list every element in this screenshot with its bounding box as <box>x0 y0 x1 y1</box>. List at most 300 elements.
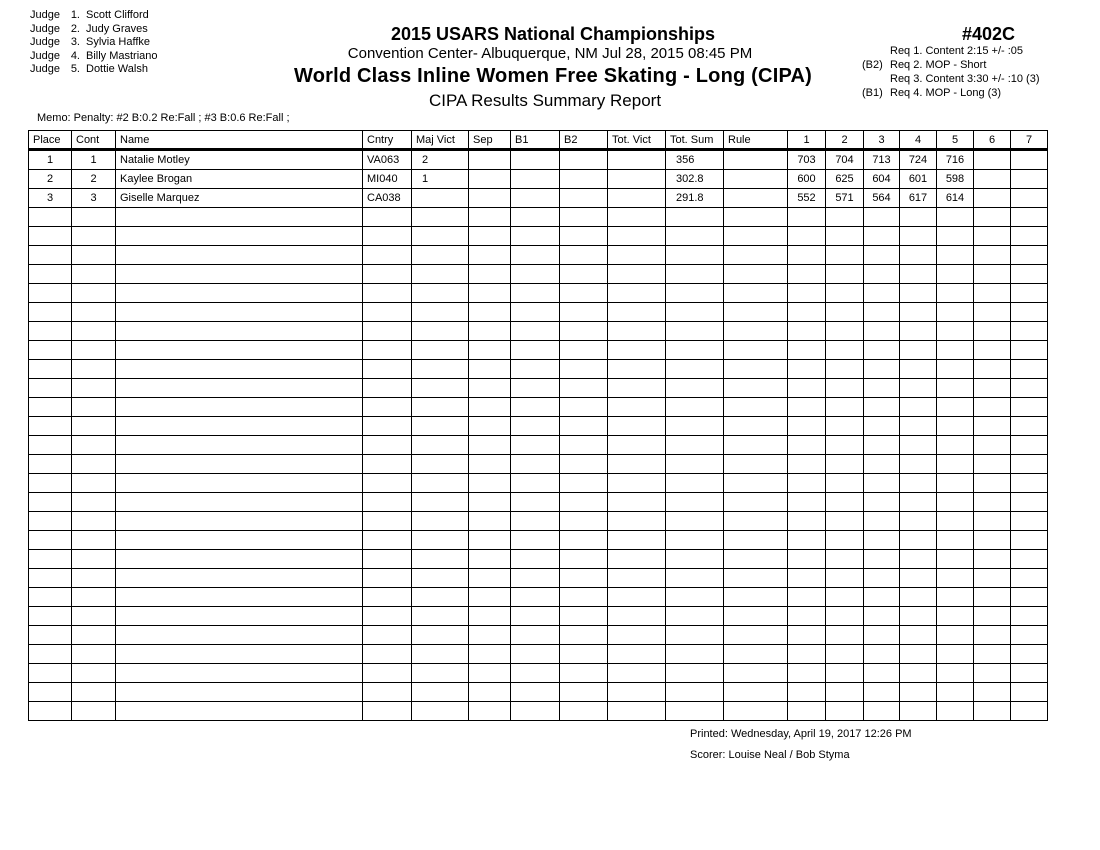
table-cell <box>724 664 788 683</box>
table-cell <box>666 702 724 721</box>
table-cell: 564 <box>864 189 900 208</box>
table-cell <box>363 303 412 322</box>
column-header: Name <box>116 131 363 150</box>
table-cell <box>1011 569 1048 588</box>
table-cell <box>666 607 724 626</box>
table-cell: MI040 <box>363 170 412 189</box>
table-cell <box>560 398 608 417</box>
empty-table-row <box>29 550 1048 569</box>
table-cell <box>724 645 788 664</box>
table-row <box>29 170 1048 189</box>
table-cell <box>560 645 608 664</box>
table-cell <box>724 284 788 303</box>
table-cell <box>29 284 72 303</box>
judge-name: Dottie Walsh <box>86 63 148 76</box>
table-cell <box>469 493 511 512</box>
table-cell <box>412 531 469 550</box>
column-header: Rule <box>724 131 788 150</box>
table-cell <box>666 645 724 664</box>
table-cell <box>608 398 666 417</box>
table-cell <box>974 645 1011 664</box>
table-cell <box>608 189 666 208</box>
table-cell <box>363 208 412 227</box>
table-cell <box>469 303 511 322</box>
table-cell <box>1011 398 1048 417</box>
table-cell <box>826 569 864 588</box>
table-cell <box>1011 150 1048 170</box>
table-cell <box>900 227 937 246</box>
table-cell <box>900 417 937 436</box>
table-cell <box>560 208 608 227</box>
table-cell <box>412 455 469 474</box>
table-cell <box>864 265 900 284</box>
table-cell <box>511 626 560 645</box>
table-cell <box>937 474 974 493</box>
table-cell <box>900 664 937 683</box>
table-cell <box>724 303 788 322</box>
table-cell <box>72 341 116 360</box>
table-cell <box>788 607 826 626</box>
table-cell <box>788 455 826 474</box>
table-cell <box>666 626 724 645</box>
table-cell <box>900 683 937 702</box>
table-cell <box>116 550 363 569</box>
table-cell <box>724 417 788 436</box>
table-cell <box>1011 417 1048 436</box>
table-cell <box>788 702 826 721</box>
judge-row <box>30 36 158 50</box>
table-cell <box>900 303 937 322</box>
table-cell: 2 <box>29 170 72 189</box>
table-cell <box>864 227 900 246</box>
judge-number: 1. <box>70 9 80 21</box>
table-cell <box>116 512 363 531</box>
table-cell <box>469 512 511 531</box>
table-cell <box>511 531 560 550</box>
table-cell <box>937 417 974 436</box>
table-cell <box>560 607 608 626</box>
empty-table-row <box>29 664 1048 683</box>
requirement-prefix: (B2) <box>862 59 883 71</box>
table-cell: 1 <box>29 150 72 170</box>
report-title: CIPA Results Summary Report <box>428 91 662 110</box>
table-cell <box>363 436 412 455</box>
table-cell <box>974 569 1011 588</box>
table-cell <box>469 531 511 550</box>
empty-table-row <box>29 455 1048 474</box>
table-cell: 601 <box>900 170 937 189</box>
table-cell <box>826 265 864 284</box>
table-cell <box>412 284 469 303</box>
table-cell <box>469 341 511 360</box>
table-cell <box>864 474 900 493</box>
table-cell <box>511 683 560 702</box>
table-cell <box>864 341 900 360</box>
table-cell <box>900 322 937 341</box>
table-cell: Kaylee Brogan <box>116 170 363 189</box>
table-cell <box>72 246 116 265</box>
table-cell <box>116 531 363 550</box>
table-cell <box>560 303 608 322</box>
table-cell <box>560 626 608 645</box>
table-cell <box>974 341 1011 360</box>
table-cell <box>724 189 788 208</box>
event-number: #402C <box>962 24 1016 44</box>
table-cell <box>900 531 937 550</box>
table-cell <box>608 588 666 607</box>
table-cell <box>608 569 666 588</box>
table-cell <box>511 398 560 417</box>
table-cell <box>826 341 864 360</box>
empty-table-row <box>29 588 1048 607</box>
table-cell <box>116 702 363 721</box>
table-cell <box>974 683 1011 702</box>
table-cell <box>608 664 666 683</box>
table-cell <box>363 474 412 493</box>
table-cell <box>608 493 666 512</box>
table-cell <box>826 664 864 683</box>
table-cell <box>363 398 412 417</box>
table-cell <box>937 550 974 569</box>
judge-label: Judge <box>30 9 60 21</box>
empty-table-row <box>29 626 1048 645</box>
table-cell <box>560 683 608 702</box>
table-cell <box>412 493 469 512</box>
table-cell <box>864 208 900 227</box>
table-cell <box>724 341 788 360</box>
table-cell <box>937 683 974 702</box>
table-cell <box>469 474 511 493</box>
table-cell <box>666 322 724 341</box>
table-cell <box>363 664 412 683</box>
table-cell <box>412 341 469 360</box>
table-cell <box>1011 341 1048 360</box>
table-cell <box>937 227 974 246</box>
table-cell <box>1011 284 1048 303</box>
table-cell: 552 <box>788 189 826 208</box>
table-cell <box>937 379 974 398</box>
table-cell <box>412 683 469 702</box>
table-cell <box>1011 379 1048 398</box>
requirement-text: Req 2. MOP - Short <box>890 59 987 71</box>
table-cell <box>363 645 412 664</box>
table-cell <box>511 702 560 721</box>
table-cell <box>937 455 974 474</box>
table-cell <box>116 322 363 341</box>
table-cell <box>560 512 608 531</box>
table-cell <box>511 664 560 683</box>
table-cell <box>724 227 788 246</box>
table-cell <box>826 550 864 569</box>
requirement-row <box>862 72 1040 86</box>
table-cell <box>116 208 363 227</box>
table-cell <box>469 683 511 702</box>
table-cell <box>864 436 900 455</box>
table-cell <box>469 150 511 170</box>
table-cell <box>826 322 864 341</box>
table-cell <box>560 417 608 436</box>
table-cell <box>560 265 608 284</box>
table-cell <box>469 246 511 265</box>
table-cell <box>788 550 826 569</box>
table-cell: 704 <box>826 150 864 170</box>
table-cell <box>666 550 724 569</box>
table-cell <box>363 588 412 607</box>
table-cell <box>1011 455 1048 474</box>
table-cell <box>974 360 1011 379</box>
table-cell <box>826 531 864 550</box>
table-cell <box>412 436 469 455</box>
table-cell <box>666 227 724 246</box>
empty-table-row <box>29 322 1048 341</box>
table-cell <box>116 683 363 702</box>
table-cell <box>900 474 937 493</box>
requirement-row <box>862 44 1040 58</box>
table-cell <box>864 303 900 322</box>
table-cell <box>469 265 511 284</box>
table-cell <box>666 683 724 702</box>
column-header: Place <box>29 131 72 150</box>
table-cell <box>724 531 788 550</box>
table-cell <box>116 455 363 474</box>
table-cell <box>511 436 560 455</box>
table-cell <box>412 379 469 398</box>
table-cell <box>826 626 864 645</box>
table-cell <box>29 341 72 360</box>
empty-table-row <box>29 227 1048 246</box>
table-cell <box>900 341 937 360</box>
table-cell <box>974 493 1011 512</box>
table-cell <box>666 246 724 265</box>
table-cell <box>826 702 864 721</box>
judge-name: Billy Mastriano <box>86 49 158 62</box>
table-cell <box>29 246 72 265</box>
table-cell <box>864 322 900 341</box>
table-cell <box>666 417 724 436</box>
table-cell <box>974 246 1011 265</box>
table-cell <box>608 246 666 265</box>
table-cell <box>900 702 937 721</box>
table-cell <box>608 284 666 303</box>
table-cell: 617 <box>900 189 937 208</box>
table-cell <box>826 360 864 379</box>
table-cell <box>412 360 469 379</box>
table-cell <box>511 170 560 189</box>
table-cell <box>608 512 666 531</box>
table-cell <box>412 303 469 322</box>
table-cell <box>666 265 724 284</box>
table-cell <box>608 379 666 398</box>
table-cell <box>72 398 116 417</box>
table-cell <box>974 227 1011 246</box>
table-cell: CA038 <box>363 189 412 208</box>
table-cell <box>864 626 900 645</box>
table-cell <box>864 493 900 512</box>
table-cell: 604 <box>864 170 900 189</box>
table-cell <box>1011 626 1048 645</box>
table-cell <box>511 550 560 569</box>
table-cell <box>469 664 511 683</box>
requirement-row <box>862 58 1040 72</box>
table-cell <box>412 474 469 493</box>
table-cell <box>511 322 560 341</box>
judge-label: Judge <box>30 22 60 35</box>
table-cell <box>469 626 511 645</box>
table-cell <box>1011 322 1048 341</box>
table-cell <box>1011 702 1048 721</box>
table-cell <box>826 246 864 265</box>
table-cell <box>937 284 974 303</box>
table-cell <box>788 512 826 531</box>
table-cell <box>1011 683 1048 702</box>
empty-table-row <box>29 645 1048 664</box>
column-header: B2 <box>560 131 608 150</box>
judge-label: Judge <box>30 36 60 49</box>
table-cell <box>937 208 974 227</box>
table-cell <box>974 150 1011 170</box>
table-cell <box>974 303 1011 322</box>
table-cell <box>469 208 511 227</box>
table-cell <box>363 341 412 360</box>
table-cell <box>666 569 724 588</box>
scorer-names: Scorer: Louise Neal / Bob Styma <box>690 749 850 761</box>
table-cell <box>1011 531 1048 550</box>
table-cell: 625 <box>826 170 864 189</box>
table-cell <box>900 569 937 588</box>
column-header: Maj Vict <box>412 131 469 150</box>
table-cell <box>363 379 412 398</box>
table-cell <box>511 303 560 322</box>
table-cell <box>608 265 666 284</box>
table-cell <box>788 360 826 379</box>
table-cell <box>72 493 116 512</box>
table-cell <box>363 607 412 626</box>
table-cell <box>974 664 1011 683</box>
table-cell <box>826 512 864 531</box>
table-cell <box>724 436 788 455</box>
table-cell <box>511 284 560 303</box>
table-cell <box>666 341 724 360</box>
table-cell <box>788 569 826 588</box>
table-cell <box>511 607 560 626</box>
table-cell <box>608 341 666 360</box>
requirement-row <box>862 86 1040 100</box>
table-cell <box>608 455 666 474</box>
table-cell <box>72 379 116 398</box>
table-cell <box>511 360 560 379</box>
table-cell <box>412 550 469 569</box>
table-cell <box>788 664 826 683</box>
table-cell <box>72 569 116 588</box>
table-cell <box>724 246 788 265</box>
table-cell <box>788 379 826 398</box>
table-cell: 2 <box>412 150 469 170</box>
table-cell <box>826 455 864 474</box>
table-cell <box>412 512 469 531</box>
judge-name: Judy Graves <box>86 22 148 35</box>
table-cell <box>469 322 511 341</box>
table-cell <box>864 645 900 664</box>
column-header: Sep <box>469 131 511 150</box>
table-cell <box>666 398 724 417</box>
table-cell: 713 <box>864 150 900 170</box>
table-cell <box>72 588 116 607</box>
table-cell <box>511 227 560 246</box>
table-cell <box>469 455 511 474</box>
table-cell <box>788 284 826 303</box>
table-cell <box>1011 664 1048 683</box>
table-cell <box>72 322 116 341</box>
table-cell <box>788 227 826 246</box>
table-cell <box>900 246 937 265</box>
table-cell <box>469 284 511 303</box>
table-cell <box>666 512 724 531</box>
table-cell <box>974 379 1011 398</box>
table-cell <box>363 626 412 645</box>
table-cell <box>937 531 974 550</box>
table-cell <box>29 474 72 493</box>
table-cell <box>864 607 900 626</box>
table-cell <box>29 303 72 322</box>
table-cell <box>937 664 974 683</box>
table-cell <box>560 455 608 474</box>
table-cell <box>72 645 116 664</box>
table-cell <box>469 645 511 664</box>
table-cell <box>864 588 900 607</box>
table-cell <box>560 170 608 189</box>
table-cell: 2 <box>72 170 116 189</box>
table-cell <box>412 417 469 436</box>
empty-table-row <box>29 208 1048 227</box>
table-cell <box>469 170 511 189</box>
table-cell <box>1011 588 1048 607</box>
table-cell <box>412 322 469 341</box>
table-cell <box>29 588 72 607</box>
table-cell <box>724 474 788 493</box>
table-cell <box>511 246 560 265</box>
table-cell <box>116 664 363 683</box>
table-cell <box>974 284 1011 303</box>
table-cell <box>560 436 608 455</box>
table-cell <box>511 150 560 170</box>
table-cell <box>511 645 560 664</box>
venue-line: Convention Center- Albuquerque, NM Jul 28, 2015 08:45 PM <box>347 45 753 62</box>
judges-list <box>30 9 158 77</box>
table-cell <box>72 227 116 246</box>
requirement-prefix: (B1) <box>862 87 883 99</box>
table-cell <box>974 189 1011 208</box>
table-cell <box>116 303 363 322</box>
table-cell: 703 <box>788 150 826 170</box>
table-cell <box>511 493 560 512</box>
table-cell <box>666 379 724 398</box>
table-cell <box>469 436 511 455</box>
table-cell: 598 <box>937 170 974 189</box>
table-cell <box>29 531 72 550</box>
table-cell <box>560 322 608 341</box>
table-cell <box>608 702 666 721</box>
column-header: 2 <box>826 131 864 150</box>
table-cell <box>900 550 937 569</box>
table-cell <box>826 588 864 607</box>
table-cell <box>608 626 666 645</box>
table-cell <box>724 702 788 721</box>
table-cell <box>363 493 412 512</box>
table-cell <box>116 398 363 417</box>
empty-table-row <box>29 493 1048 512</box>
table-cell <box>116 569 363 588</box>
table-cell <box>1011 474 1048 493</box>
